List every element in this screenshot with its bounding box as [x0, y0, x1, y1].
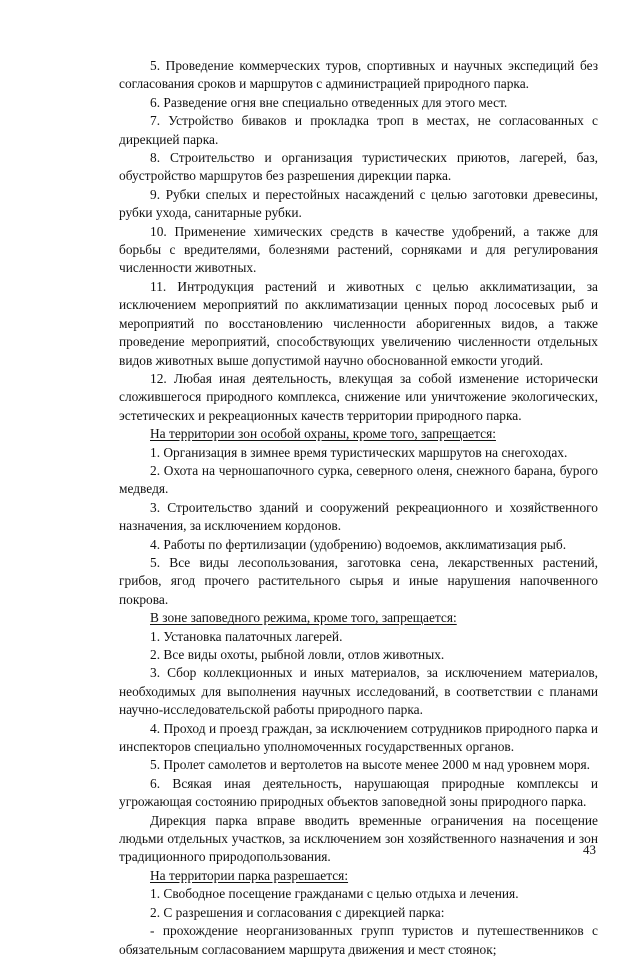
paragraph: 2. С разрешения и согласования с дирекцией парка:	[150, 904, 445, 920]
paragraph: 5. Все виды лесопользования, заготовка сена, лекарственных растений, грибов, ягод прочего растительного сырья и иные нарушения напочвенного покрова.	[119, 554, 598, 607]
paragraph: 11. Интродукция растений и животных с целью акклиматизации, за исключением мероприятий по акклиматизации ценных пород лососевых рыб и мероприятий по восстановлению численности аборигенных видов, а также проведение мероприятий, способствующих увеличению численности отдельных видов животных выше допустимой научно обоснованной емкости угодий.	[119, 278, 598, 368]
paragraph: 5. Пролет самолетов и вертолетов на высоте менее 2000 м над уровнем моря.	[150, 757, 591, 773]
paragraph: 1. Свободное посещение гражданами с целью отдыха и лечения.	[150, 886, 519, 902]
paragraph: 3. Строительство зданий и сооружений рекреационного и хозяйственного назначения, за исключением кордонов.	[119, 499, 598, 534]
paragraph: 8. Строительство и организация туристических приютов, лагерей, баз, обустройство маршрутов без разрешения дирекции парка.	[119, 150, 598, 184]
paragraph: 5. Проведение коммерческих туров, спортивных и научных экспедиций без согласования сроков и маршрутов с администрацией природного парка.	[119, 58, 598, 92]
paragraph: 6. Всякая иная деятельность, нарушающая природные комплексы и угрожающая состоянию природных объектов заповедной зоны природного парка.	[119, 775, 598, 810]
paragraph: 12. Любая иная деятельность, влекущая за собой изменение исторически сложившегося природного комплекса, снижение или уничтожение экологических, эстетических и рекреационных качеств территории природного парка.	[119, 370, 598, 423]
paragraph: 1. Организация в зимнее время туристических маршрутов на снегоходах.	[150, 444, 568, 460]
paragraph: 10. Применение химических средств в качестве удобрений, а также для борьбы с вредителями, болезнями растений, сорняками и для регулирования численности животных.	[119, 223, 598, 276]
section-heading: На территории парка разрешается:	[150, 867, 349, 883]
paragraph: 7. Устройство биваков и прокладка троп в местах, не согласованных с дирекцией парка.	[119, 113, 598, 147]
paragraph: 1. Установка палаточных лагерей.	[150, 628, 343, 644]
paragraph: 6. Разведение огня вне специально отведенных для этого мест.	[150, 94, 508, 110]
paragraph: Дирекция парка вправе вводить временные ограничения на посещение людьми отдельных участков, за исключением зон хозяйственного назначения и зон традиционного природопользования.	[119, 812, 598, 865]
paragraph: 4. Проход и проезд граждан, за исключением сотрудников природного парка и инспекторов специально уполномоченных государственных органов.	[119, 720, 598, 755]
document-body	[119, 57, 598, 959]
page-number: 43	[583, 842, 596, 857]
section-heading: На территории зон особой охраны, кроме того, запрещается:	[150, 426, 496, 442]
paragraph: 4. Работы по фертилизации (удобрению) водоемов, акклиматизация рыб.	[150, 536, 567, 552]
paragraph: 9. Рубки спелых и перестойных насаждений с целью заготовки древесины, рубки ухода, санитарные рубки.	[119, 186, 598, 221]
paragraph: - прохождение неорганизованных групп туристов и путешественников с обязательным согласованием маршрута движения и мест стоянок;	[119, 923, 598, 957]
section-heading: В зоне заповедного режима, кроме того, запрещается:	[150, 610, 457, 626]
paragraph: 3. Сбор коллекционных и иных материалов, за исключением материалов, необходимых для выполнения научных исследований, в соответствии с планами научно-исследовательской работы природного парка.	[119, 665, 598, 718]
paragraph: 2. Охота на черношапочного сурка, северного оленя, снежного барана, бурого медведя.	[119, 462, 598, 497]
paragraph: 2. Все виды охоты, рыбной ловли, отлов животных.	[150, 647, 445, 662]
